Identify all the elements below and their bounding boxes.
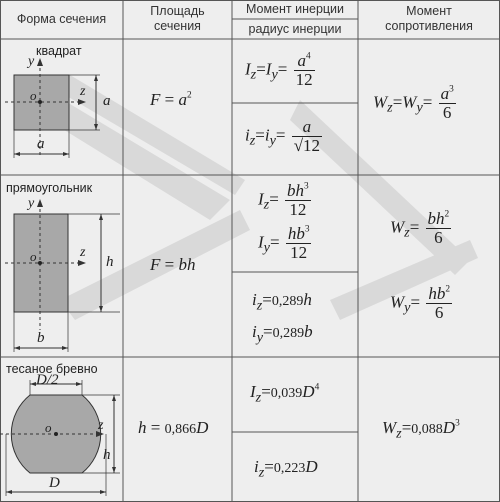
square-inertia-num: a — [297, 51, 306, 70]
rect-inertia-y-den: 12 — [290, 242, 308, 262]
square-inertia-sub-y: y — [271, 66, 278, 83]
log-radius-lhs: i — [254, 457, 259, 476]
rect-modulus-z-formula — [390, 210, 453, 247]
log-radius-var: D — [305, 457, 318, 476]
header-area-line2: сечения — [154, 19, 201, 33]
square-modulus-fraction — [439, 85, 456, 122]
shape-label-square: квадрат — [36, 44, 82, 58]
rect-modulus-z-sub: z — [404, 224, 410, 241]
rect-modulus-z-num-exp: 2 — [444, 209, 450, 220]
header-modulus-line2: сопротивления — [385, 19, 473, 33]
square-modulus-lhs: W — [373, 92, 388, 112]
square-radius-sub-y: y — [269, 132, 276, 149]
rect-modulus-y-num: hb — [428, 284, 446, 303]
shape-label-rectangle: прямоугольник — [6, 181, 93, 195]
rect-bottom-b: b — [37, 330, 45, 346]
header-area — [123, 4, 232, 34]
square-modulus-formula — [373, 85, 458, 122]
log-inertia-eq: = — [261, 382, 271, 401]
rect-radius-y-value: 0,289 — [272, 326, 305, 341]
rect-modulus-z-den: 6 — [434, 227, 443, 247]
rect-inertia-z-fraction — [285, 182, 311, 219]
header-shape: Форма сечения — [16, 12, 107, 26]
log-axis-z: z — [98, 418, 104, 433]
square-radius-formula — [245, 118, 324, 155]
rect-modulus-y-eq: = — [410, 292, 421, 312]
rect-radius-y-lhs: i — [252, 322, 257, 341]
shape-label-hewn-log: тесаное бревно — [6, 362, 98, 376]
rect-area-rhs: bh — [178, 255, 196, 274]
square-modulus-mid: W — [402, 92, 417, 112]
header-modulus — [358, 4, 500, 34]
log-origin: o — [45, 420, 52, 435]
square-axis-z: z — [80, 84, 86, 99]
rect-inertia-z-den: 12 — [289, 199, 307, 219]
square-inertia-sub-z: z — [250, 66, 257, 83]
rect-inertia-z-num: bh — [287, 181, 305, 200]
log-inertia-value: 0,039 — [270, 386, 303, 401]
rect-modulus-z-fraction — [426, 210, 452, 247]
log-radius-eq: = — [264, 457, 274, 476]
rect-radius-y-sub: y — [256, 329, 264, 346]
log-inertia-lhs: I — [250, 382, 256, 401]
square-radius-fraction — [292, 118, 322, 155]
rect-area-formula — [150, 255, 195, 275]
header-inertia-top: Момент инерции — [245, 2, 345, 16]
square-radius-den: √12 — [293, 135, 321, 155]
hewn-log-drawing — [0, 380, 120, 496]
rect-inertia-z-formula — [258, 182, 313, 219]
log-modulus-exp: 3 — [455, 418, 460, 429]
square-area-formula — [150, 90, 192, 110]
header-area-line1: Площадь — [150, 4, 205, 18]
log-modulus-value: 0,088 — [411, 422, 443, 437]
log-modulus-sub: z — [396, 425, 402, 442]
log-inertia-exp: 4 — [314, 382, 320, 393]
rect-side-h: h — [106, 254, 114, 270]
square-area-eq: = — [160, 90, 179, 109]
rect-inertia-z-sub: z — [263, 196, 270, 213]
rect-radius-z-sub: z — [256, 297, 263, 314]
rect-modulus-y-fraction — [426, 285, 452, 322]
log-inertia-sub: z — [255, 389, 262, 406]
header-inertia-bottom: радиус инерции — [248, 22, 342, 36]
rect-modulus-y-den: 6 — [434, 302, 444, 322]
log-modulus-var: D — [442, 418, 456, 437]
rect-modulus-y-sub: y — [404, 299, 411, 316]
square-modulus-num-exp: 3 — [449, 84, 454, 95]
log-inertia-var: D — [302, 382, 315, 401]
square-radius-mid: i — [264, 125, 270, 145]
rect-inertia-y-eq: = — [269, 232, 280, 252]
log-radius-formula — [254, 457, 318, 481]
square-radius-eq1: = — [255, 125, 265, 145]
rect-inertia-y-formula — [258, 225, 313, 262]
square-radius-sub-z: z — [249, 132, 256, 149]
rect-axis-y: y — [28, 196, 35, 211]
log-area-eq: = — [146, 418, 165, 437]
log-radius-sub: z — [258, 464, 265, 481]
log-modulus-eq: = — [401, 418, 412, 437]
log-area-value: 0,866 — [164, 422, 197, 437]
square-modulus-sub-z: z — [387, 99, 393, 116]
rect-radius-y-var: b — [304, 322, 313, 341]
square-inertia-eq1: = — [256, 59, 266, 79]
rect-radius-z-lhs: i — [252, 290, 257, 309]
log-area-formula — [138, 418, 208, 438]
square-inertia-eq2: = — [277, 59, 288, 79]
log-radius-value: 0,223 — [273, 461, 306, 476]
log-side-h: h — [103, 447, 111, 463]
square-area-lhs: F — [150, 90, 161, 109]
square-area-exp: 2 — [186, 90, 192, 101]
square-modulus-eq2: = — [422, 92, 433, 112]
log-top-width: D/2 — [36, 372, 59, 388]
square-radius-num: a — [292, 118, 322, 137]
square-inertia-lhs: I — [245, 59, 251, 79]
rect-inertia-y-lhs: I — [258, 232, 264, 252]
rect-modulus-y-lhs: W — [390, 292, 405, 312]
square-radius-eq2: = — [275, 125, 286, 145]
log-modulus-lhs: W — [382, 418, 397, 437]
rect-modulus-y-formula — [390, 285, 454, 322]
log-inertia-formula — [250, 382, 319, 406]
log-area-lhs: h — [138, 418, 147, 437]
rect-inertia-y-fraction — [286, 225, 312, 262]
rect-radius-z-formula — [252, 290, 312, 314]
rect-radius-z-value: 0,289 — [271, 294, 304, 309]
rect-modulus-z-num: bh — [427, 209, 445, 228]
square-modulus-eq1: = — [392, 92, 403, 112]
square-modulus-sub-y: y — [416, 99, 423, 116]
rect-axis-z: z — [80, 245, 86, 260]
square-radius-lhs: i — [245, 125, 250, 145]
log-bottom-D: D — [49, 475, 60, 491]
rect-modulus-z-lhs: W — [390, 217, 405, 237]
square-modulus-num: a — [440, 84, 450, 103]
rect-inertia-z-lhs: I — [258, 189, 264, 209]
rect-modulus-y-num-exp: 2 — [445, 284, 450, 295]
square-inertia-mid: I — [265, 59, 272, 79]
rect-inertia-y-num: hb — [287, 224, 305, 243]
rect-origin: o — [30, 249, 37, 264]
square-side-a: a — [103, 93, 111, 109]
square-inertia-den: 12 — [295, 69, 313, 89]
square-area-base: a — [178, 90, 187, 109]
square-inertia-formula — [245, 52, 317, 89]
square-bottom-a: a — [37, 136, 45, 152]
log-modulus-formula — [382, 418, 460, 442]
square-axis-y: y — [28, 54, 35, 69]
rect-inertia-y-num-exp: 3 — [304, 224, 310, 235]
square-origin: o — [30, 88, 37, 103]
log-area-var: D — [196, 418, 209, 437]
rect-radius-z-eq: = — [262, 290, 272, 309]
rect-inertia-z-eq: = — [269, 189, 279, 209]
square-modulus-den: 6 — [442, 102, 452, 122]
rect-radius-z-var: h — [303, 290, 312, 309]
rect-modulus-z-eq: = — [409, 217, 420, 237]
square-inertia-num-exp: 4 — [306, 51, 311, 62]
rect-inertia-z-num-exp: 3 — [304, 181, 309, 192]
rectangle-drawing — [5, 199, 120, 352]
header-modulus-line1: Момент — [406, 4, 452, 18]
rect-radius-y-formula — [252, 322, 313, 346]
rect-area-lhs: F — [150, 255, 161, 274]
rect-area-eq: = — [160, 255, 179, 274]
rect-inertia-y-sub: y — [263, 239, 270, 256]
square-inertia-fraction — [294, 52, 315, 89]
rect-radius-y-eq: = — [263, 322, 273, 341]
